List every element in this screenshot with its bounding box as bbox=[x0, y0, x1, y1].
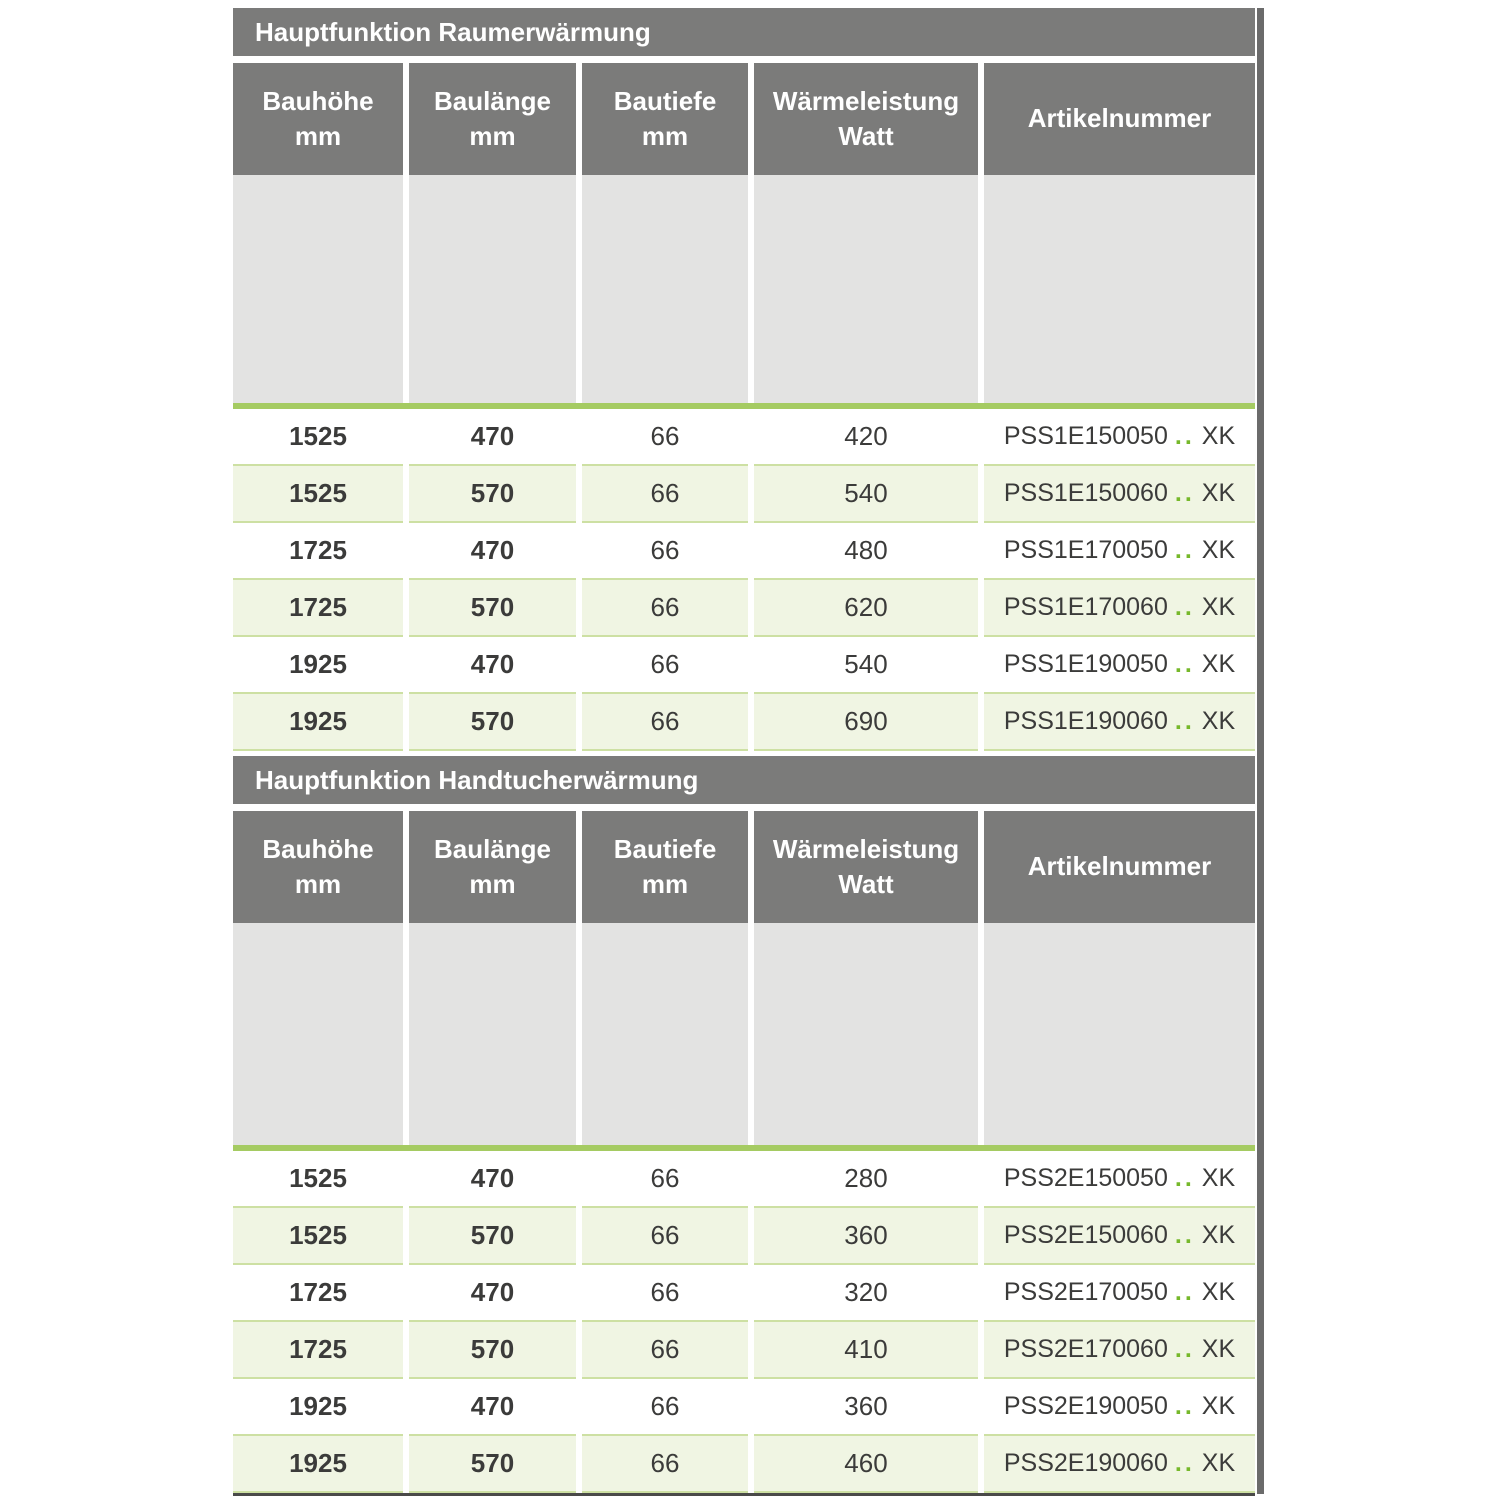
column-header-line1: Bautiefe bbox=[613, 833, 717, 864]
artikel-prefix: PSS2E190060 bbox=[1003, 1449, 1168, 1477]
cell-baulaenge: 470 bbox=[409, 409, 576, 466]
cell-watt: 420 bbox=[754, 409, 978, 466]
artikel-prefix: PSS1E150060 bbox=[1003, 479, 1168, 507]
image-area-cell bbox=[409, 923, 576, 1145]
image-area-cell bbox=[754, 923, 978, 1145]
cell-watt: 540 bbox=[754, 637, 978, 694]
artikel-placeholder-dots: .. bbox=[1174, 1449, 1195, 1477]
cell-bauhoehe: 1925 bbox=[233, 1436, 403, 1493]
cell-watt: 360 bbox=[754, 1379, 978, 1436]
image-area-cell bbox=[582, 923, 748, 1145]
artikel-suffix: XK bbox=[1201, 1335, 1236, 1363]
column-header-waermeleistung bbox=[754, 63, 978, 175]
table-row bbox=[233, 1208, 1255, 1265]
table-row bbox=[233, 694, 1255, 751]
artikel-prefix: PSS1E190060 bbox=[1003, 707, 1168, 735]
column-header-bauhoehe bbox=[233, 63, 403, 175]
cell-baulaenge: 470 bbox=[409, 1265, 576, 1322]
column-header-line1: Artikelnummer bbox=[1027, 851, 1212, 882]
artikel-suffix: XK bbox=[1201, 1392, 1236, 1420]
cell-baulaenge: 470 bbox=[409, 523, 576, 580]
artikel-placeholder-dots: .. bbox=[1174, 593, 1195, 621]
cell-bautiefe: 66 bbox=[582, 694, 748, 751]
image-area-cell bbox=[233, 923, 403, 1145]
cell-bautiefe: 66 bbox=[582, 1436, 748, 1493]
artikel-prefix: PSS2E170060 bbox=[1003, 1335, 1168, 1363]
artikel-suffix: XK bbox=[1201, 1449, 1236, 1477]
artikel-suffix: XK bbox=[1201, 1221, 1236, 1249]
column-header-line2: mm bbox=[294, 869, 342, 899]
cell-artikelnummer bbox=[984, 523, 1255, 580]
cell-baulaenge: 470 bbox=[409, 1379, 576, 1436]
artikel-suffix: XK bbox=[1201, 536, 1236, 564]
column-header-line2: Watt bbox=[838, 869, 894, 899]
column-header-line1: Baulänge bbox=[433, 85, 552, 116]
artikel-placeholder-dots: .. bbox=[1174, 1221, 1195, 1249]
cell-baulaenge: 570 bbox=[409, 1208, 576, 1265]
column-header-line2: mm bbox=[641, 869, 689, 899]
cell-bauhoehe: 1725 bbox=[233, 580, 403, 637]
cell-baulaenge: 570 bbox=[409, 1322, 576, 1379]
cell-artikelnummer bbox=[984, 580, 1255, 637]
table-row bbox=[233, 637, 1255, 694]
page-edge-strip bbox=[1257, 8, 1264, 1494]
cell-watt: 320 bbox=[754, 1265, 978, 1322]
section-title: Hauptfunktion Raumerwärmung bbox=[233, 8, 1255, 56]
column-header-line1: Wärmeleistung bbox=[772, 833, 960, 864]
image-area-cell bbox=[984, 175, 1255, 403]
cell-watt: 690 bbox=[754, 694, 978, 751]
cell-bauhoehe: 1525 bbox=[233, 409, 403, 466]
table-bottom-rule bbox=[233, 1493, 1255, 1496]
cell-artikelnummer bbox=[984, 1208, 1255, 1265]
cell-baulaenge: 470 bbox=[409, 1151, 576, 1208]
cell-bautiefe: 66 bbox=[582, 523, 748, 580]
artikel-prefix: PSS1E170060 bbox=[1003, 593, 1168, 621]
artikel-prefix: PSS2E170050 bbox=[1003, 1278, 1168, 1306]
cell-bautiefe: 66 bbox=[582, 580, 748, 637]
artikel-prefix: PSS2E150060 bbox=[1003, 1221, 1168, 1249]
cell-artikelnummer bbox=[984, 1379, 1255, 1436]
column-header-line2: mm bbox=[641, 121, 689, 151]
column-header-row bbox=[233, 811, 1255, 923]
cell-bauhoehe: 1725 bbox=[233, 523, 403, 580]
table-body bbox=[233, 409, 1255, 751]
column-header-row bbox=[233, 63, 1255, 175]
artikel-suffix: XK bbox=[1201, 650, 1236, 678]
artikel-suffix: XK bbox=[1201, 1164, 1236, 1192]
column-header-baulaenge bbox=[409, 811, 576, 923]
table-row bbox=[233, 580, 1255, 637]
image-placeholder-area bbox=[233, 175, 1255, 403]
cell-watt: 280 bbox=[754, 1151, 978, 1208]
cell-artikelnummer bbox=[984, 409, 1255, 466]
cell-bauhoehe: 1925 bbox=[233, 694, 403, 751]
cell-bauhoehe: 1525 bbox=[233, 466, 403, 523]
artikel-suffix: XK bbox=[1201, 422, 1236, 450]
cell-baulaenge: 570 bbox=[409, 466, 576, 523]
artikel-placeholder-dots: .. bbox=[1174, 479, 1195, 507]
column-header-line1: Bauhöhe bbox=[262, 85, 374, 116]
column-header-line2: mm bbox=[469, 869, 516, 899]
column-header-line1: Wärmeleistung bbox=[772, 85, 960, 116]
cell-watt: 540 bbox=[754, 466, 978, 523]
cell-bautiefe: 66 bbox=[582, 409, 748, 466]
title-header-gap bbox=[233, 804, 1255, 811]
cell-watt: 620 bbox=[754, 580, 978, 637]
artikel-placeholder-dots: .. bbox=[1174, 1335, 1195, 1363]
table-row bbox=[233, 1151, 1255, 1208]
cell-baulaenge: 570 bbox=[409, 580, 576, 637]
image-area-cell bbox=[409, 175, 576, 403]
image-area-cell bbox=[582, 175, 748, 403]
cell-artikelnummer bbox=[984, 694, 1255, 751]
cell-watt: 460 bbox=[754, 1436, 978, 1493]
cell-watt: 360 bbox=[754, 1208, 978, 1265]
artikel-suffix: XK bbox=[1201, 707, 1236, 735]
artikel-placeholder-dots: .. bbox=[1174, 650, 1195, 678]
spec-tables bbox=[233, 8, 1255, 1496]
artikel-suffix: XK bbox=[1201, 593, 1236, 621]
column-header-line1: Baulänge bbox=[433, 833, 552, 864]
cell-watt: 410 bbox=[754, 1322, 978, 1379]
cell-watt: 480 bbox=[754, 523, 978, 580]
cell-bautiefe: 66 bbox=[582, 1265, 748, 1322]
artikel-suffix: XK bbox=[1201, 479, 1236, 507]
artikel-prefix: PSS2E150050 bbox=[1003, 1164, 1168, 1192]
cell-bauhoehe: 1725 bbox=[233, 1265, 403, 1322]
table-row bbox=[233, 523, 1255, 580]
column-header-bautiefe bbox=[582, 811, 748, 923]
column-header-bauhoehe bbox=[233, 811, 403, 923]
image-area-cell bbox=[984, 923, 1255, 1145]
table-row bbox=[233, 409, 1255, 466]
cell-baulaenge: 570 bbox=[409, 1436, 576, 1493]
column-header-line1: Artikelnummer bbox=[1027, 103, 1212, 134]
cell-artikelnummer bbox=[984, 1265, 1255, 1322]
artikel-placeholder-dots: .. bbox=[1174, 1278, 1195, 1306]
column-header-line1: Bautiefe bbox=[613, 85, 717, 116]
artikel-placeholder-dots: .. bbox=[1174, 422, 1195, 450]
cell-bautiefe: 66 bbox=[582, 1322, 748, 1379]
cell-bautiefe: 66 bbox=[582, 637, 748, 694]
artikel-placeholder-dots: .. bbox=[1174, 1392, 1195, 1420]
artikel-suffix: XK bbox=[1201, 1278, 1236, 1306]
cell-artikelnummer bbox=[984, 1322, 1255, 1379]
artikel-prefix: PSS1E190050 bbox=[1003, 650, 1168, 678]
image-placeholder-area bbox=[233, 923, 1255, 1145]
column-header-line2: mm bbox=[294, 121, 342, 151]
cell-bautiefe: 66 bbox=[582, 1151, 748, 1208]
section-title: Hauptfunktion Handtucherwärmung bbox=[233, 756, 1255, 804]
cell-bautiefe: 66 bbox=[582, 1379, 748, 1436]
cell-artikelnummer bbox=[984, 466, 1255, 523]
cell-bauhoehe: 1925 bbox=[233, 1379, 403, 1436]
column-header-artikelnummer bbox=[984, 63, 1255, 175]
column-header-artikelnummer bbox=[984, 811, 1255, 923]
column-header-line1: Bauhöhe bbox=[262, 833, 374, 864]
cell-bautiefe: 66 bbox=[582, 1208, 748, 1265]
table-body bbox=[233, 1151, 1255, 1493]
table-row bbox=[233, 466, 1255, 523]
column-header-line2: Watt bbox=[838, 121, 894, 151]
title-header-gap bbox=[233, 56, 1255, 63]
section-handtucherwaermung bbox=[233, 756, 1255, 1496]
cell-artikelnummer bbox=[984, 637, 1255, 694]
cell-bauhoehe: 1525 bbox=[233, 1208, 403, 1265]
image-area-cell bbox=[754, 175, 978, 403]
cell-artikelnummer bbox=[984, 1151, 1255, 1208]
artikel-prefix: PSS1E170050 bbox=[1003, 536, 1168, 564]
cell-bauhoehe: 1925 bbox=[233, 637, 403, 694]
artikel-prefix: PSS2E190050 bbox=[1003, 1392, 1168, 1420]
cell-bauhoehe: 1725 bbox=[233, 1322, 403, 1379]
table-row bbox=[233, 1379, 1255, 1436]
section-raumerwaermung bbox=[233, 8, 1255, 751]
column-header-line2: mm bbox=[469, 121, 516, 151]
cell-bauhoehe: 1525 bbox=[233, 1151, 403, 1208]
cell-baulaenge: 570 bbox=[409, 694, 576, 751]
image-area-cell bbox=[233, 175, 403, 403]
table-row bbox=[233, 1436, 1255, 1493]
cell-baulaenge: 470 bbox=[409, 637, 576, 694]
artikel-prefix: PSS1E150050 bbox=[1003, 422, 1168, 450]
column-header-bautiefe bbox=[582, 63, 748, 175]
artikel-placeholder-dots: .. bbox=[1174, 536, 1195, 564]
table-row bbox=[233, 1322, 1255, 1379]
artikel-placeholder-dots: .. bbox=[1174, 707, 1195, 735]
table-row bbox=[233, 1265, 1255, 1322]
cell-artikelnummer bbox=[984, 1436, 1255, 1493]
column-header-waermeleistung bbox=[754, 811, 978, 923]
column-header-baulaenge bbox=[409, 63, 576, 175]
artikel-placeholder-dots: .. bbox=[1174, 1164, 1195, 1192]
cell-bautiefe: 66 bbox=[582, 466, 748, 523]
